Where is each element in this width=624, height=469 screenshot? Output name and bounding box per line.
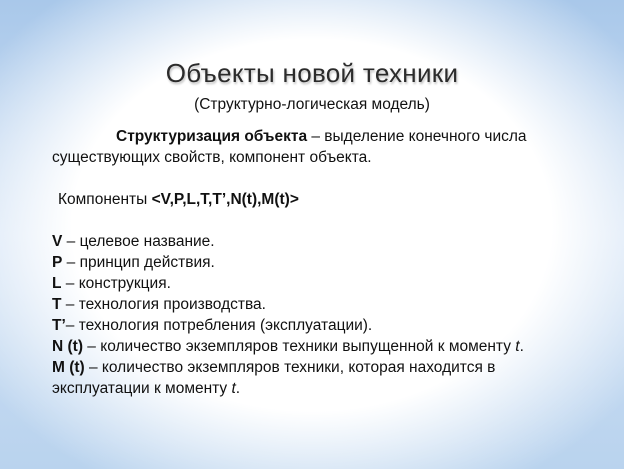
item-key: T [52, 296, 62, 313]
list-item [52, 294, 592, 315]
item-text: – количество экземпляров техники выпущенной к моменту [83, 338, 516, 355]
component-list [52, 231, 592, 399]
item-text: – количество экземпляров техники, которая находится в эксплуатации к моменту [52, 359, 496, 397]
slide-title: Объекты новой техники [165, 58, 459, 88]
item-end: . [235, 380, 241, 397]
item-key: P [52, 254, 63, 271]
slide-content [52, 126, 592, 399]
definition-text: – выделение конечного числа существующих свойств, компонент объекта. [52, 128, 527, 166]
item-key: L [52, 275, 62, 292]
item-text: – целевое название. [62, 233, 215, 250]
list-item [52, 336, 592, 357]
item-text: – технология производства. [61, 296, 266, 313]
item-key: M (t) [52, 359, 85, 376]
list-item [52, 273, 592, 294]
components-label: Компоненты [58, 191, 152, 208]
item-text: – конструкция. [61, 275, 171, 292]
item-text: – принцип действия. [62, 254, 215, 271]
definition-term: Структуризация объекта [116, 128, 308, 145]
item-key: V [52, 233, 63, 250]
item-text: – технология потребления (эксплуатации). [65, 317, 373, 334]
item-variable: t [231, 380, 236, 397]
components-line [52, 189, 592, 210]
item-key: N (t) [52, 338, 83, 355]
item-variable: t [515, 338, 520, 355]
definition-paragraph [52, 126, 592, 168]
item-key: T’ [52, 317, 66, 334]
item-end: . [519, 338, 524, 355]
list-item [52, 252, 592, 273]
list-item [52, 315, 592, 336]
list-item [52, 357, 592, 399]
list-item [52, 231, 592, 252]
slide-subtitle: (Структурно-логическая модель) [194, 96, 430, 113]
components-formula: <V,P,L,T,T’,N(t),M(t)> [151, 191, 299, 208]
